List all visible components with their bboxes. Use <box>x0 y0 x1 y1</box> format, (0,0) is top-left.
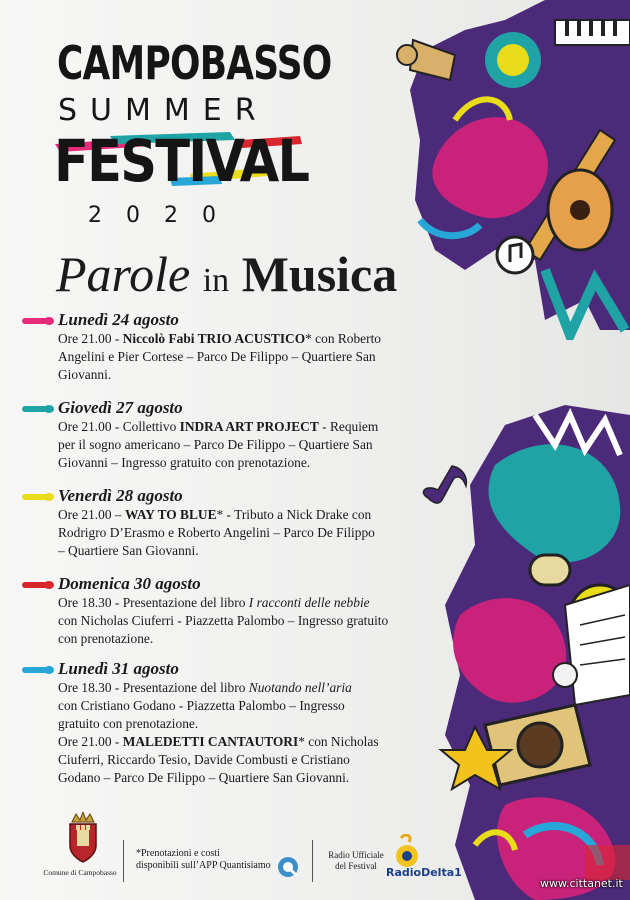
event-text: * con Nicholas <box>298 734 379 749</box>
event-text: Ore 21.00 – <box>58 507 125 522</box>
event-book-title: I racconti delle nebbie <box>248 595 370 610</box>
paint-swatch-icon <box>22 667 48 673</box>
event-description-line <box>58 366 442 384</box>
event-text: Ore 21.00 - <box>58 734 123 749</box>
event-text: * con Roberto <box>305 331 382 346</box>
event-text: Godano – Parco De Filippo – Quartiere San Giovanni. <box>58 770 350 785</box>
event-description-line <box>58 679 442 697</box>
event-description-line <box>58 751 442 769</box>
event-description-line <box>58 506 442 524</box>
event-performer: MALEDETTI CANTAUTORI <box>122 734 299 749</box>
event-date: Lunedì 24 agosto <box>58 310 179 329</box>
festival-year: 2020 <box>88 203 240 228</box>
festival-title-season: SUMMER <box>58 93 269 128</box>
festival-title-city: CAMPOBASSO <box>57 36 332 90</box>
paint-swatch-icon <box>22 494 48 500</box>
event-text: Ciuferri, Riccardo Tesio, Davide Combusti e Cristiano <box>58 752 350 767</box>
booking-note-line: disponibili sull’APP Quantisiamo <box>136 860 271 871</box>
event-text: Giovanni. <box>58 367 112 382</box>
event-description-line <box>58 454 442 472</box>
paint-swatch-icon <box>22 318 48 324</box>
event-item <box>22 486 442 560</box>
program-title-word: in <box>202 262 230 299</box>
event-text: Ore 18.30 - Presentazione del libro <box>58 680 249 695</box>
event-item <box>22 310 442 384</box>
footer-divider <box>312 840 313 882</box>
event-description-line <box>58 594 442 612</box>
event-description-line <box>58 697 442 715</box>
official-radio-label-line: del Festival <box>335 861 377 871</box>
event-item <box>22 398 442 472</box>
event-text: - Requiem <box>318 419 379 434</box>
site-watermark: www.cittanet.it <box>540 877 623 890</box>
program-title-word: Parole <box>56 246 191 302</box>
footer-divider <box>123 840 124 882</box>
event-performer: INDRA ART PROJECT <box>179 419 319 434</box>
event-text: Angelini e Pier Cortese – Parco De Filippo – Quartiere San <box>58 349 376 364</box>
event-text: per il sogno americano – Parco De Filippo – Quartiere San <box>58 437 373 452</box>
event-description-line <box>58 436 442 454</box>
event-date: Venerdì 28 agosto <box>58 486 183 505</box>
program-title-word: Musica <box>241 246 398 302</box>
event-description-line <box>58 715 442 733</box>
event-text: Giovanni – Ingresso gratuito con prenotazione. <box>58 455 311 470</box>
festival-title-main: FESTIVAL <box>54 127 309 195</box>
event-item <box>22 659 442 787</box>
event-description-line <box>58 348 442 366</box>
event-text: Ore 21.00 - Collettivo <box>58 419 180 434</box>
event-performer: WAY TO BLUE <box>124 507 217 522</box>
event-text: con Cristiano Godano - Piazzetta Palombo – Ingresso <box>58 698 345 713</box>
event-list <box>22 310 442 801</box>
event-description-line <box>58 542 442 560</box>
event-description-line <box>58 418 442 436</box>
event-text: Ore 18.30 - Presentazione del libro <box>58 595 249 610</box>
event-description-line <box>58 524 442 542</box>
event-text: Ore 21.00 - <box>58 331 123 346</box>
official-radio-label <box>326 850 386 872</box>
event-text: – Quartiere San Giovanni. <box>58 543 199 558</box>
event-description-line <box>58 630 442 648</box>
event-date: Giovedì 27 agosto <box>58 398 183 417</box>
event-performer: Niccolò Fabi TRIO ACUSTICO <box>122 331 306 346</box>
event-text: gratuito con prenotazione. <box>58 716 199 731</box>
event-text: Rodrigro D’Erasmo e Roberto Angelini – Parco De Filippo <box>58 525 375 540</box>
music-doodle-top-illustration <box>395 0 630 340</box>
event-date: Domenica 30 agosto <box>58 574 201 593</box>
event-text: con prenotazione. <box>58 631 154 646</box>
event-description-line <box>58 733 442 751</box>
event-text: con Nicholas Ciuferri - Piazzetta Palombo – Ingresso gratuito <box>58 613 389 628</box>
official-radio-label-line: Radio Ufficiale <box>328 850 384 860</box>
city-council-label: Comune di Campobasso <box>43 868 117 877</box>
paint-swatch-icon <box>22 582 48 588</box>
quantisiamo-app-icon <box>277 856 299 878</box>
event-date: Lunedì 31 agosto <box>58 659 179 678</box>
booking-note-line: *Prenotazioni e costi <box>136 848 220 859</box>
city-coat-of-arms-icon <box>66 812 100 864</box>
event-description-line <box>58 612 442 630</box>
event-description-line <box>58 330 442 348</box>
event-book-title: Nuotando nell’aria <box>248 680 352 695</box>
booking-note <box>136 848 271 872</box>
paint-swatch-icon <box>22 406 48 412</box>
event-description-line <box>58 769 442 787</box>
program-title <box>56 246 397 309</box>
event-text: * - Tributo a Nick Drake con <box>216 507 372 522</box>
radio-delta1-logo-text: RadioDelta1 <box>386 866 462 879</box>
event-item <box>22 574 442 648</box>
radio-delta1-logo-icon <box>387 834 427 868</box>
